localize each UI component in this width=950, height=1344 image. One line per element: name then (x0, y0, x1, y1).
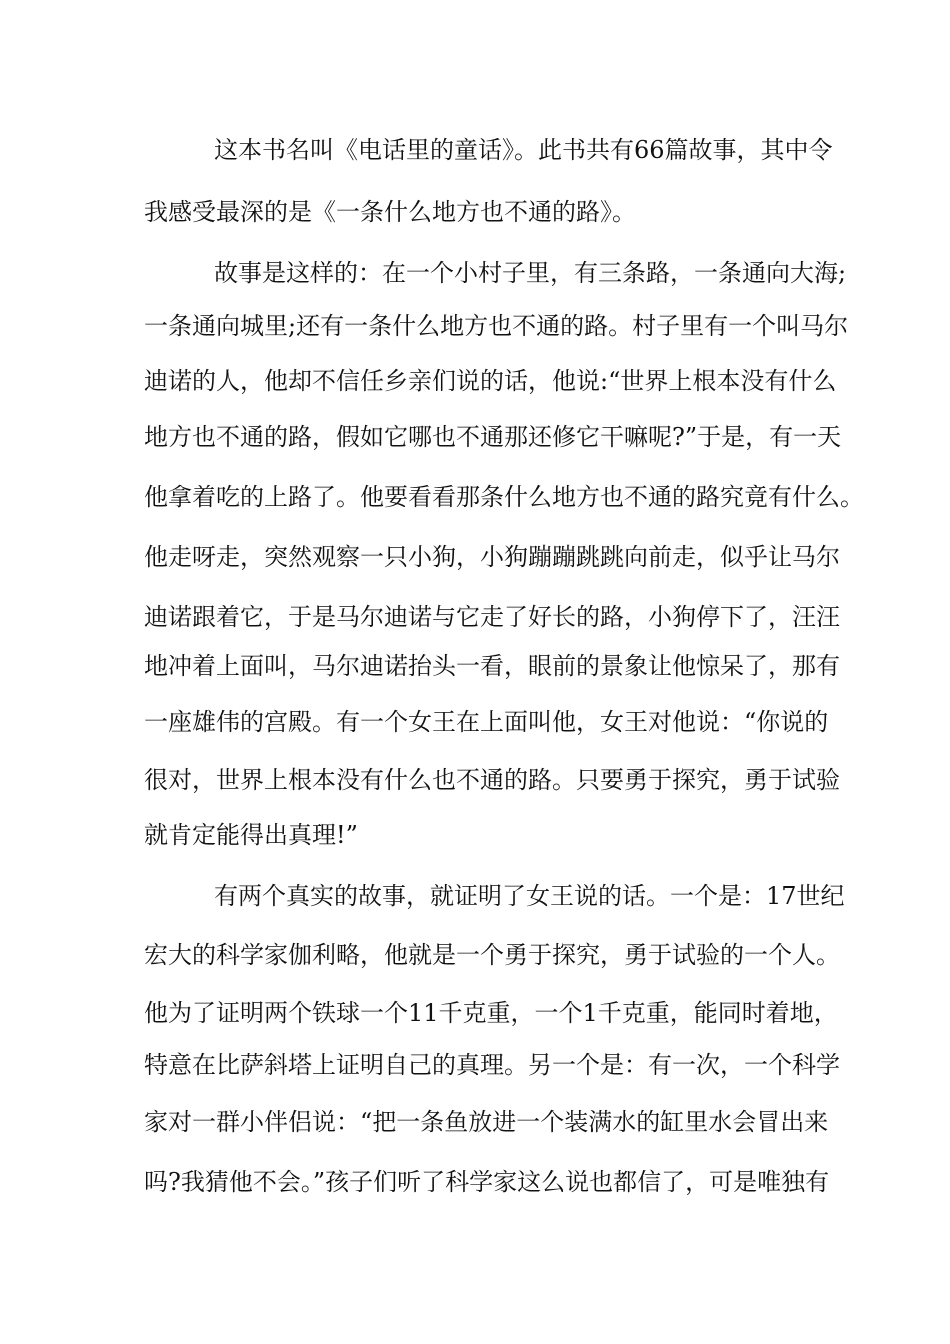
text-line: 特意在比萨斜塔上证明自己的真理。另一个是：有一次，一个科学 (144, 1051, 840, 1079)
text-line: 地方也不通的路，假如它哪也不通那还修它干嘛呢?”于是，有一天 (144, 423, 842, 451)
text-line: 一条通向城里;还有一条什么地方也不通的路。村子里有一个叫马尔 (144, 312, 849, 340)
text-line: 他走呀走，突然观察一只小狗，小狗蹦蹦跳跳向前走，似乎让马尔 (144, 543, 840, 571)
text-line: 地冲着上面叫，马尔迪诺抬头一看，眼前的景象让他惊呆了，那有 (144, 652, 840, 680)
text-line: 故事是这样的：在一个小村子里，有三条路，一条通向大海; (214, 259, 847, 287)
text-line: 我感受最深的是《一条什么地方也不通的路》。 (144, 198, 636, 226)
text-line: 一座雄伟的宫殿。有一个女王在上面叫他，女王对他说：“你说的 (144, 708, 829, 736)
text-line: 他拿着吃的上路了。他要看看那条什么地方也不通的路究竟有什么。 (144, 483, 864, 511)
text-line: 很对，世界上根本没有什么也不通的路。只要勇于探究，勇于试验 (144, 766, 840, 794)
text-line: 有两个真实的故事，就证明了女王说的话。一个是：17世纪 (214, 882, 845, 910)
text-line: 迪诺跟着它，于是马尔迪诺与它走了好长的路，小狗停下了，汪汪 (144, 603, 840, 631)
text-line: 吗?我猜他不会。”孩子们听了科学家这么说也都信了，可是唯独有 (144, 1168, 830, 1196)
text-line: 宏大的科学家伽利略，他就是一个勇于探究，勇于试验的一个人。 (144, 941, 840, 969)
text-line: 就肯定能得出真理!” (144, 821, 358, 849)
text-line: 他为了证明两个铁球一个11千克重，一个1千克重，能同时着地， (144, 999, 838, 1027)
text-line: 迪诺的人，他却不信任乡亲们说的话，他说:“世界上根本没有什么 (144, 367, 837, 395)
text-line: 家对一群小伴侣说：“把一条鱼放进一个装满水的缸里水会冒出来 (144, 1108, 829, 1136)
text-line: 这本书名叫《电话里的童话》。此书共有66篇故事，其中令 (214, 136, 833, 164)
